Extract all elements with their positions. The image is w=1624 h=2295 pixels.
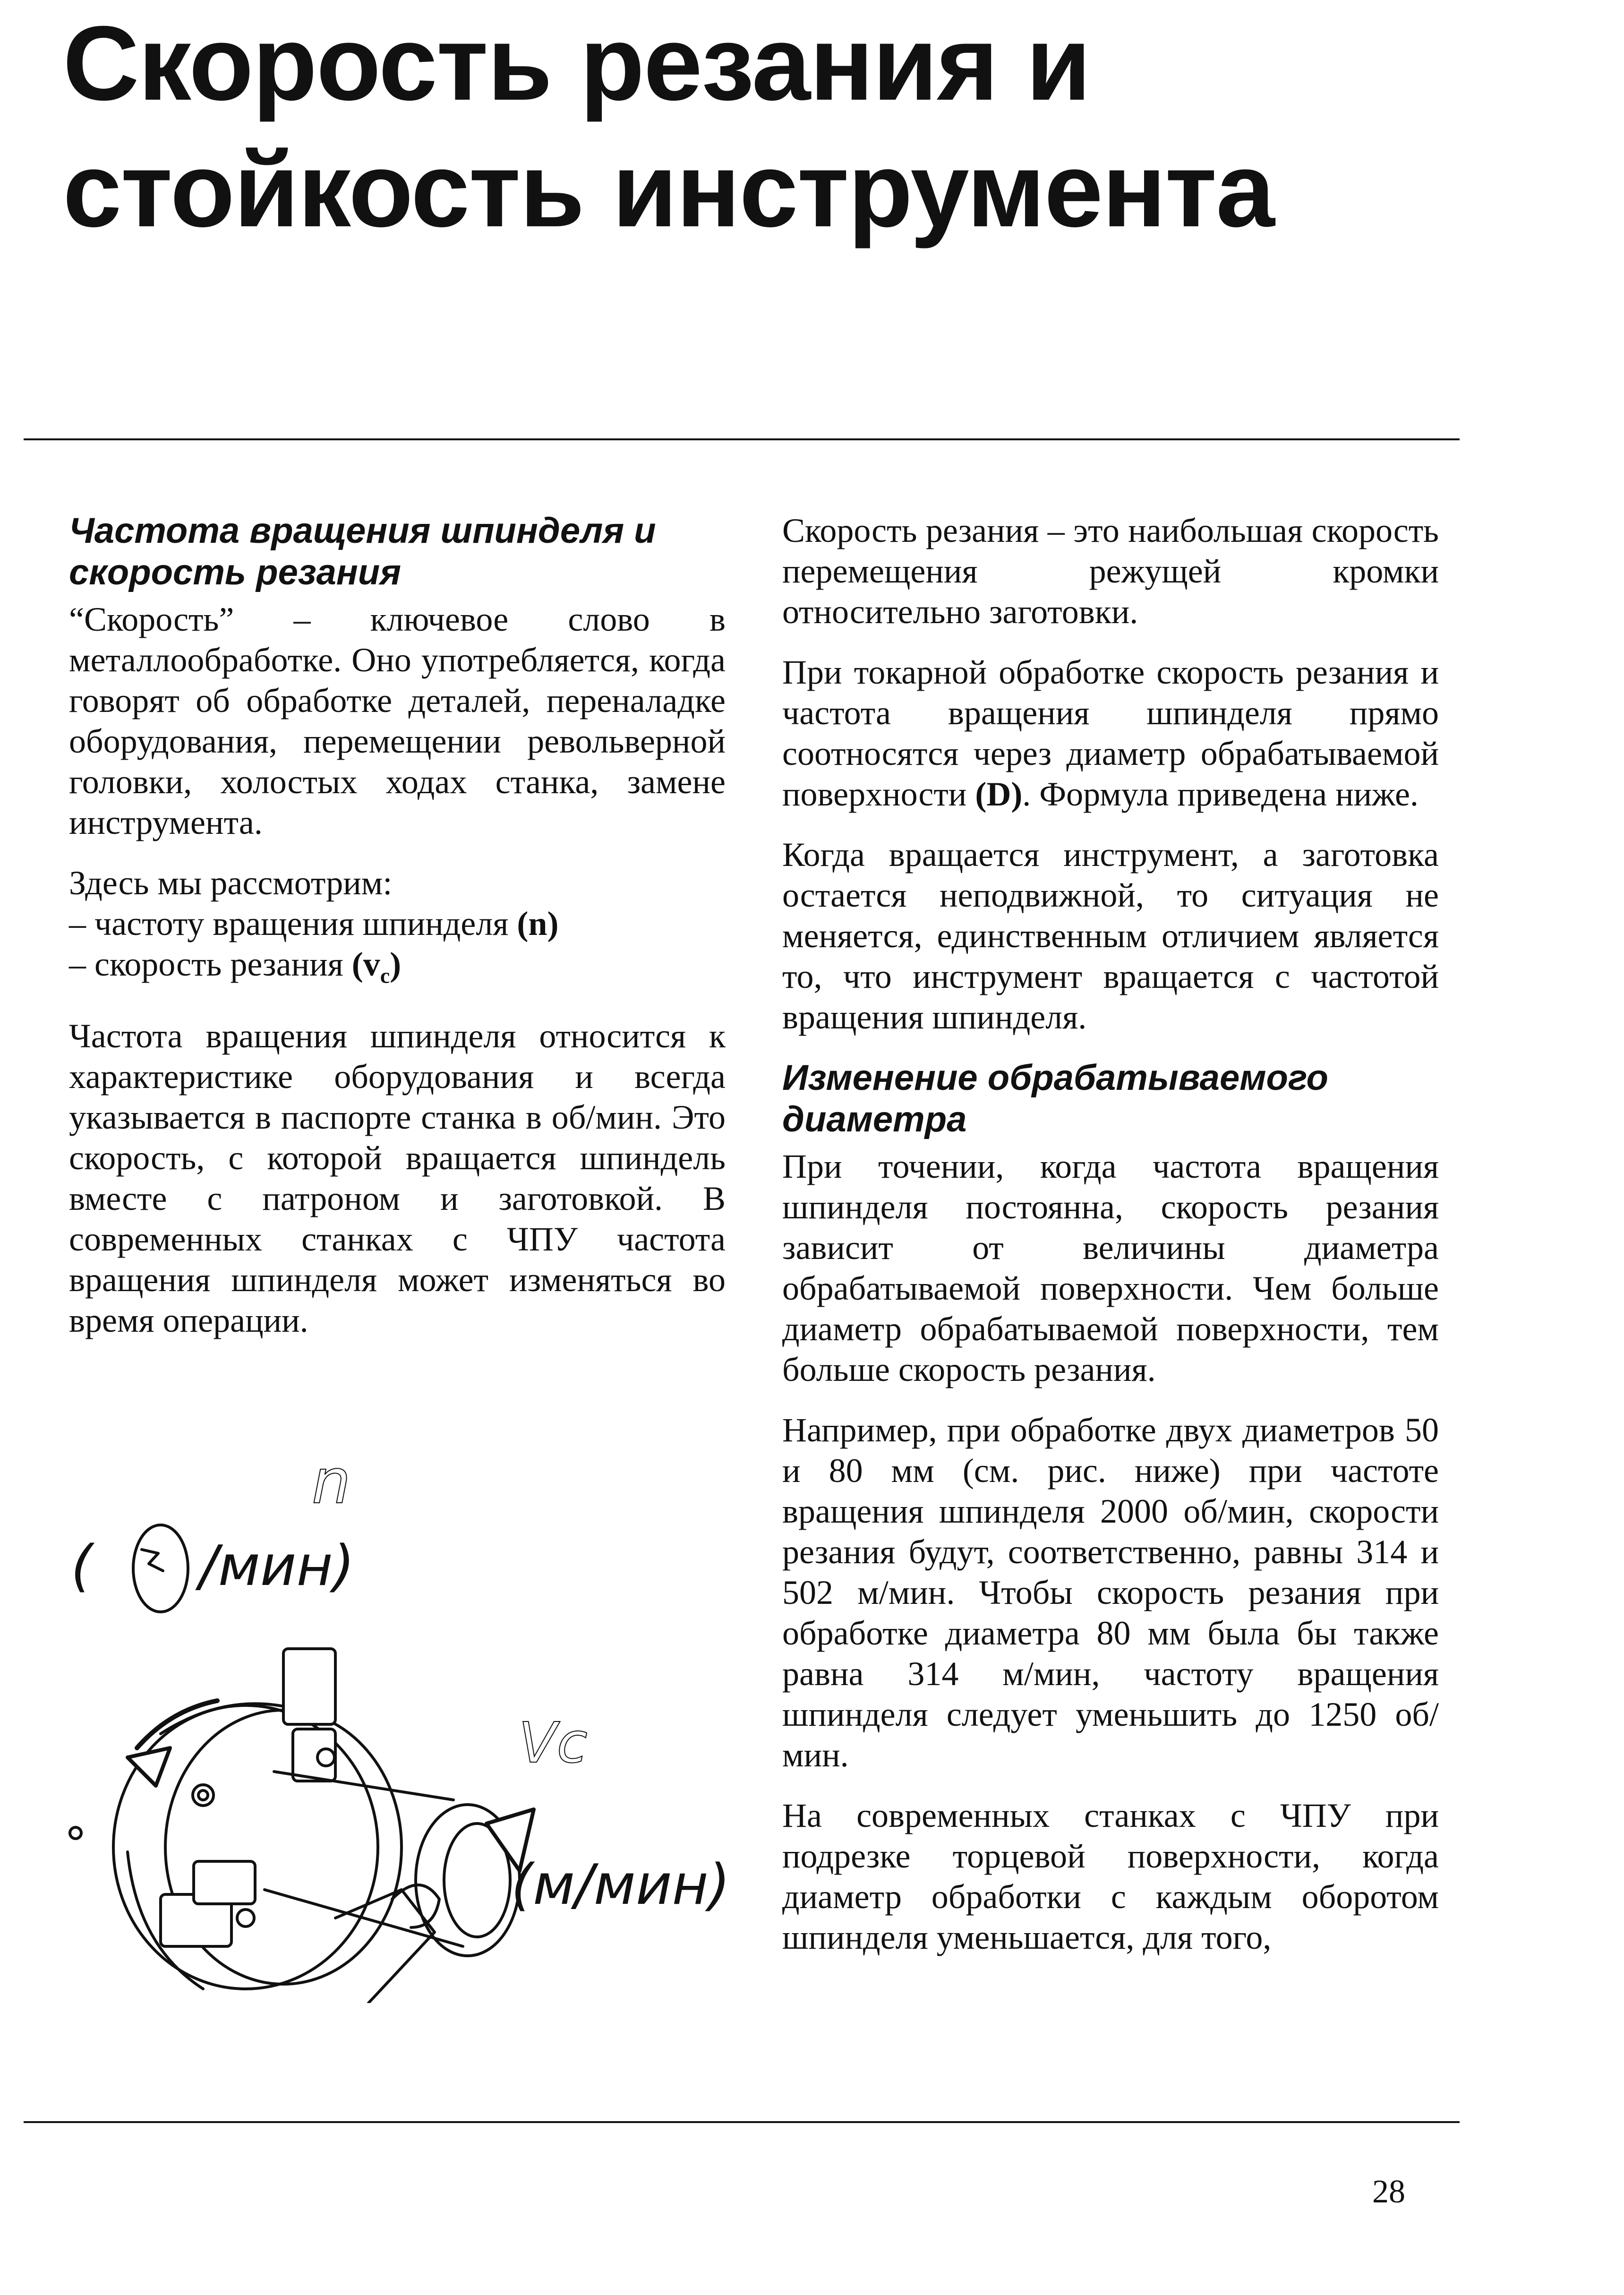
consider-item-spindle: – частоту вращения шпинделя (n) — [69, 905, 559, 942]
rev-unit-open-paren: ( — [71, 1533, 93, 1598]
paragraph-speed-keyword: “Скорость” – ключевое слово в металлообработке. Оно употребляется, когда говорят об обработке деталей, переналадке оборудования, перемещении револьверной головки, холостых ходах станка, замене инструмента. — [69, 600, 726, 841]
section-heading-diameter-change: Изменение обрабатываемого диаметра — [782, 1058, 1328, 1139]
title-line-2: стойкость инструмента — [63, 131, 1274, 249]
bottom-rule — [24, 2121, 1460, 2123]
right-column — [782, 510, 1439, 1958]
meters-per-min-unit-label: (м/мин) — [511, 1852, 730, 1917]
section-heading-spindle-speed: Частота вращения шпинделя и скорость резания — [69, 511, 656, 592]
paragraph-cnc-facing: На современных станках с ЧПУ при подрезке торцевой поверхности, когда диаметр обработки с каждым оборотом шпинделя уменьшается, для того, — [782, 1797, 1439, 1956]
paragraph-rotating-tool: Когда вращается инструмент, а заготовка остается неподвижной, то ситуация не меняется, единственным отличием является то, что инструмент вращается с частотой вращения шпинделя. — [782, 836, 1439, 1036]
top-rule — [24, 438, 1460, 440]
paragraph-turning-relation: При токарной обработке скорость резания и частота вращения шпинделя прямо соотносятся через диаметр обрабатываемой поверхности (D). Формула приведена ниже. — [782, 653, 1439, 813]
page-number: 28 — [1372, 2174, 1405, 2210]
paragraph-spindle-speed: Частота вращения шпинделя относится к характеристике оборудования и всегда указывается в паспорте станка в об/мин. Это скорость, с которой вращается шпиндель вместе с патроном и заготовкой. В современных станках с ЧПУ частота вращения шпинделя может изменяться во время операции. — [69, 1017, 726, 1340]
paragraph-example: Например, при обработке двух диаметров 50 и 80 мм (см. рис. ниже) при частоте вращения шпинделя 2000 об/мин, скорости резания будут, соответственно, равны 314 и 502 м/мин. Чтобы скорость резания при обработке диаметра 80 мм была бы также равна 314 м/мин, частоту вращения шпинделя следует уменьшить до 1250 об/мин. — [782, 1411, 1439, 1774]
rev-per-min-unit-label: /мин) — [199, 1533, 355, 1598]
symbol-n: (n) — [517, 905, 559, 942]
consider-item-cutting-speed: – скорость резания $(v_c)$ — [69, 945, 402, 988]
spindle-speed-symbol-label: n — [312, 1446, 351, 1517]
consider-intro: Здесь мы рассмотрим: — [69, 864, 393, 902]
left-column — [69, 510, 726, 1361]
page-title — [63, 0, 1527, 253]
cutting-speed-symbol-label: Vc — [519, 1710, 588, 1775]
symbol-d: (D) — [975, 775, 1023, 813]
symbol-vc: $(v_c)$ — [351, 945, 402, 988]
paragraph-cutting-speed-definition: Скорость резания – это наибольшая скорость перемещения режущей кромки относительно заготовки. — [782, 512, 1439, 631]
lathe-chuck-illustration — [61, 1446, 732, 2003]
chuck-drawing — [61, 1446, 732, 2003]
consider-list — [69, 863, 726, 996]
paragraph-diameter-dependence: При точении, когда частота вращения шпинделя постоянна, скорость резания зависит от величины диаметра обрабатываемой поверхности. Чем больше диаметр обрабатываемой поверхности, тем больше скорость резания. — [782, 1148, 1439, 1388]
title-line-1: Скорость резания и — [63, 4, 1090, 122]
